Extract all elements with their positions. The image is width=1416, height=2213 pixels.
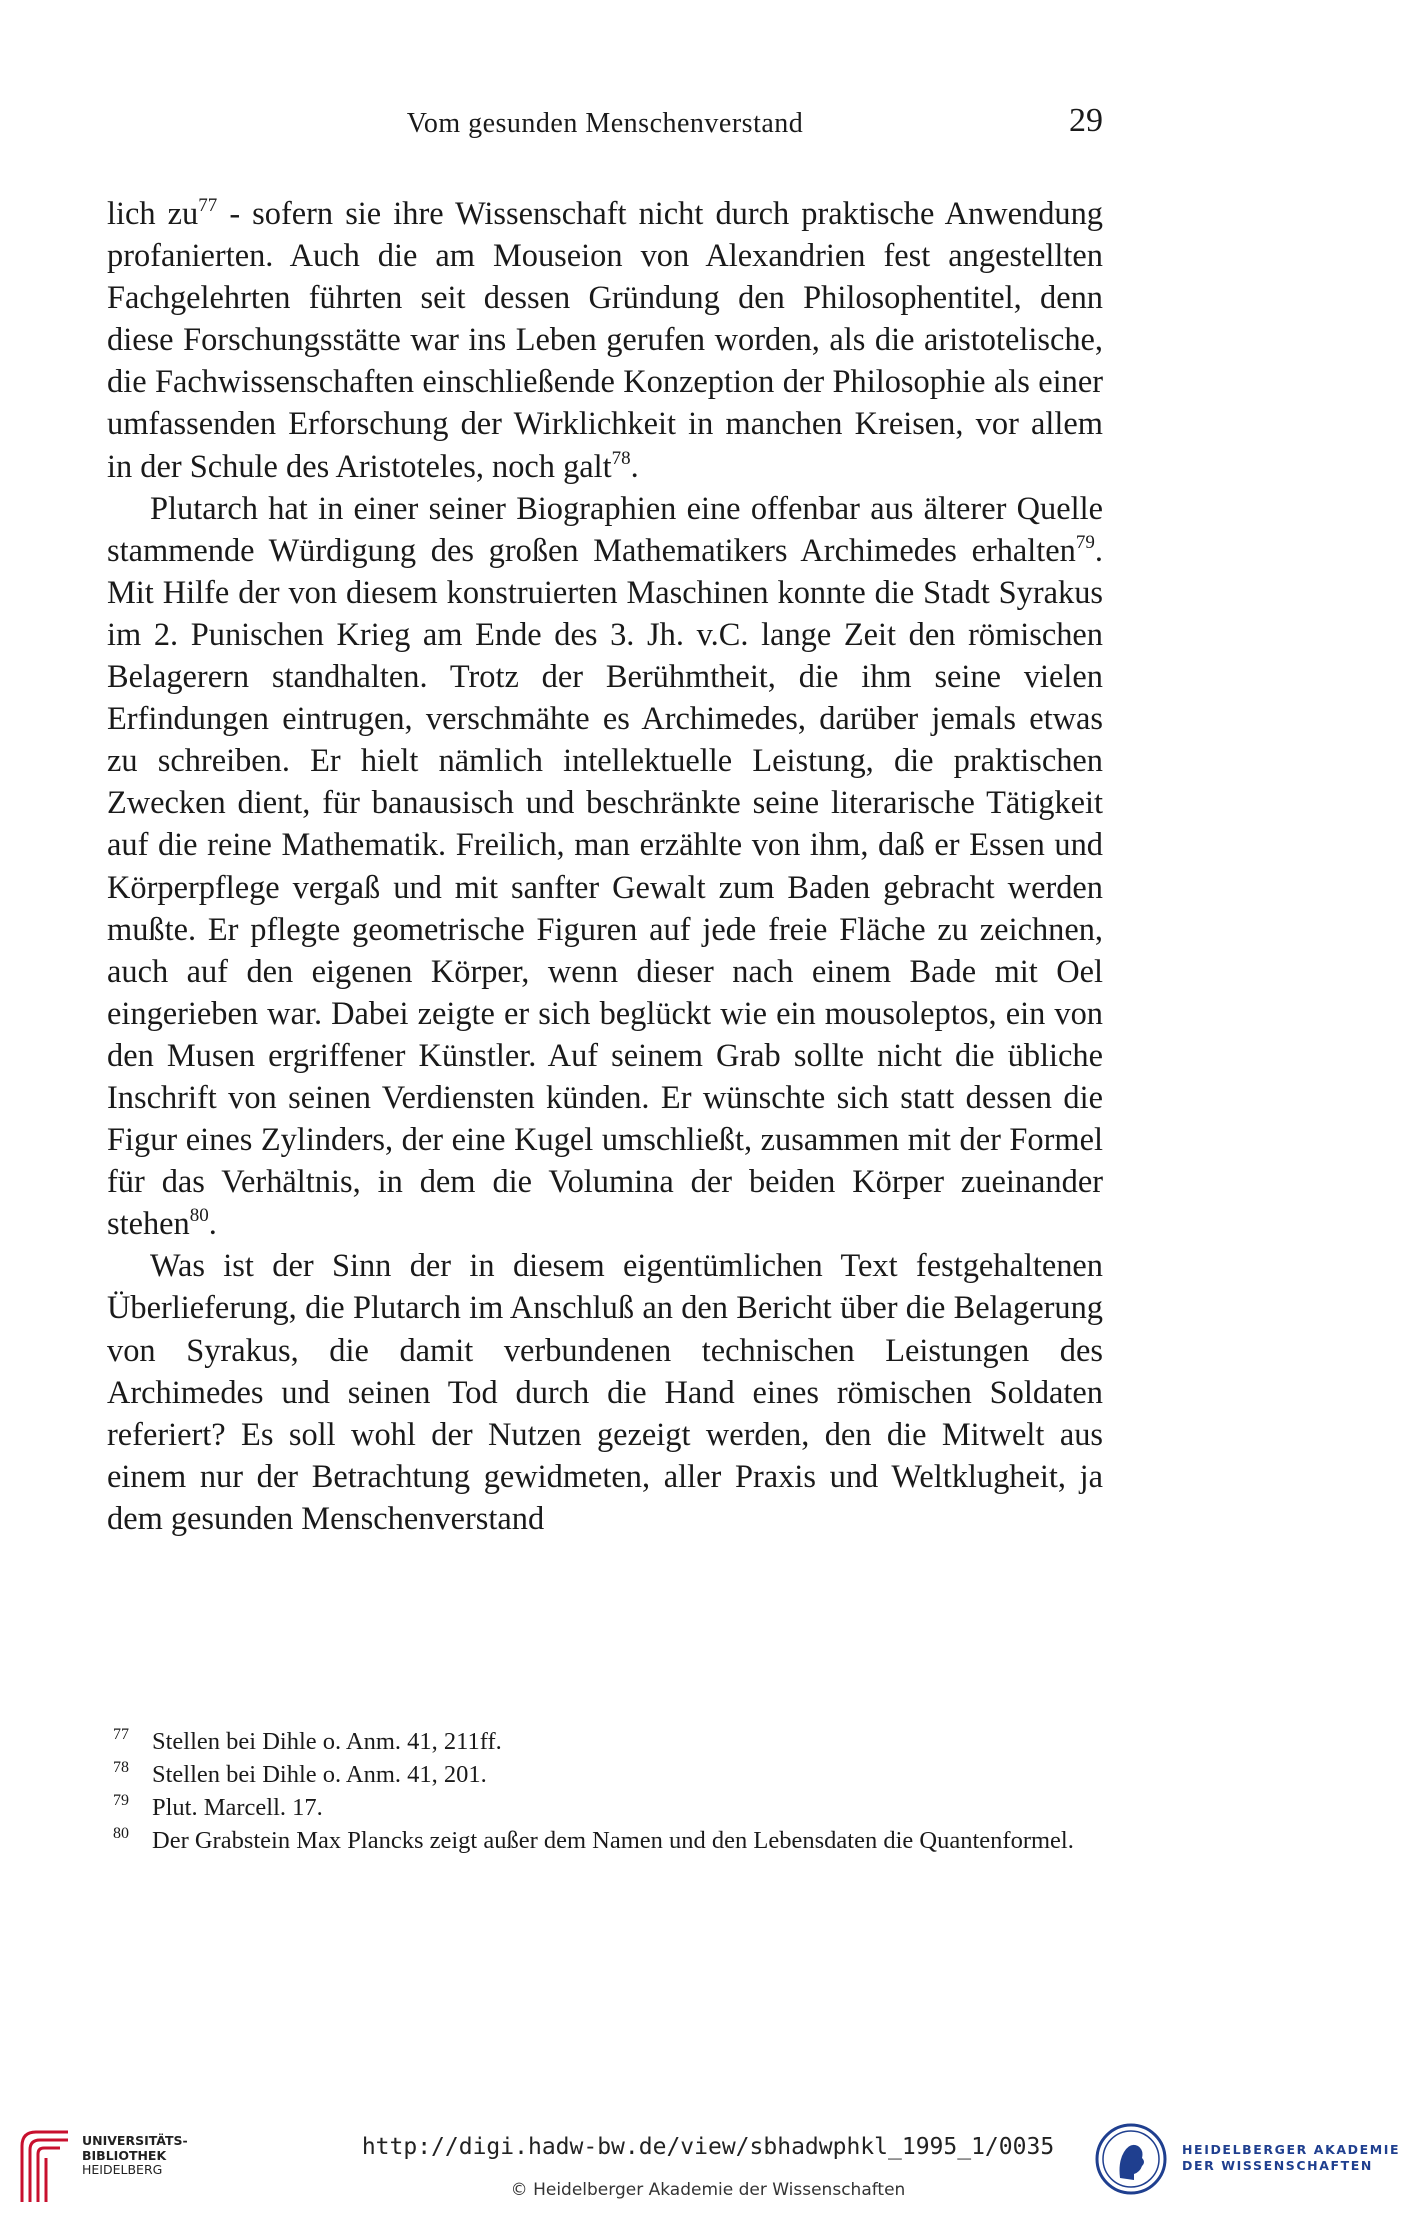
paragraph-3: Was ist der Sinn der in diesem eigentümlichen Text festgehaltenen Überlieferung, die Plutarch im Anschluß an den Bericht über die Belagerung von Syrakus, die damit verbundenen technischen Leistungen des Archimedes und seinen Tod durch die Hand eines römischen Soldaten referiert? Es soll wohl der Nutzen gezeigt werden, den die Mitwelt aus einem nur der Betrachtung gewidmeten, aller Praxis und Weltklugheit, ja dem gesunden Menschenverstand bbox=[107, 1248, 1103, 1537]
footnote-number: 78 bbox=[113, 1759, 129, 1776]
paragraph-1 bbox=[107, 193, 1103, 488]
copyright-notice: © Heidelberger Akademie der Wissenschaften bbox=[510, 2180, 906, 2200]
footnote-number: 77 bbox=[113, 1726, 129, 1743]
library-name-line-2: BIBLIOTHEK bbox=[82, 2147, 167, 2163]
footnote-ref-77[interactable]: 77 bbox=[198, 195, 218, 216]
source-url-link[interactable]: http://digi.hadw-bw.de/view/sbhadwphkl_1995_1/0035 bbox=[361, 2134, 1055, 2160]
paragraph-2-text-a: Plutarch hat in einer seiner Biographien eine offenbar aus älterer Quelle stammende Würdigung des großen Mathematikers Archimedes erhalten bbox=[107, 490, 1103, 569]
library-name-line-1: UNIVERSITÄTS- bbox=[82, 2133, 188, 2148]
footnote-80 bbox=[107, 1824, 1103, 1857]
footnote-ref-78[interactable]: 78 bbox=[611, 447, 631, 469]
footnote-79 bbox=[107, 1791, 1103, 1824]
footnote-ref-79[interactable]: 79 bbox=[1075, 531, 1095, 553]
paragraph-1-text-a: lich zu bbox=[107, 196, 199, 232]
footnote-text: Der Grabstein Max Plancks zeigt außer dem Namen und den Lebensdaten die Quantenformel. bbox=[152, 1827, 1074, 1854]
footnote-number: 79 bbox=[113, 1792, 129, 1809]
footnote-78 bbox=[107, 1758, 1103, 1791]
running-title: Vom gesunden Menschenverstand bbox=[406, 108, 804, 139]
footnote-ref-80[interactable]: 80 bbox=[189, 1205, 209, 1227]
footnotes bbox=[107, 1725, 1103, 1857]
footnote-number: 80 bbox=[113, 1825, 129, 1842]
paragraph-1-text-c: . bbox=[630, 448, 639, 485]
page-number: 29 bbox=[1069, 102, 1103, 139]
paragraph-2-text-b: . Mit Hilfe der von diesem konstruierten Maschinen konnte die Stadt Syrakus im 2. Punischen Krieg am Ende des 3. Jh. v.C. lange Zeit den römischen Belagerern standhalten. Trotz der Berühmtheit, die ihm seine vielen Erfindungen eintrugen, verschmähte es Archimedes, darüber jemals etwas zu schreiben. Er hielt nämlich intellektuelle Leistung, die praktischen Zwecken dient, für banausisch und beschränkte seine literarische Tätigkeit auf die reine Mathematik. Freilich, man erzählte von ihm, daß er Essen und Körperpflege vergaß und mit sanfter Gewalt zum Baden gebracht werden mußte. Er pflegte geometrische Figuren auf jede freie Fläche zu zeichnen, auch auf den eigenen Körper, wenn dieser nach einem Bade mit Oel eingerieben war. Dabei zeigte er sich beglückt wie ein mousoleptos, ein von den Musen ergriffener Künstler. Auf seinem Grab sollte nicht die übliche Inschrift von seinen Verdiensten künden. Er wünschte sich statt dessen die Figur eines Zylinders, der eine Kugel umschließt, zusammen mit der Formel für das Verhältnis, in dem die Volumina der beiden Körper zueinander stehen bbox=[107, 532, 1103, 1243]
paragraph-2 bbox=[107, 488, 1103, 1246]
footnote-text: Stellen bei Dihle o. Anm. 41, 211ff. bbox=[152, 1728, 502, 1755]
page-header bbox=[107, 102, 1103, 144]
academy-seal-icon bbox=[1094, 2122, 1168, 2196]
footnote-77 bbox=[107, 1725, 1103, 1758]
academy-name bbox=[1182, 2142, 1400, 2174]
body-text bbox=[107, 193, 1103, 1540]
footnote-text: Stellen bei Dihle o. Anm. 41, 201. bbox=[152, 1761, 487, 1788]
academy-name-line-2: DER WISSENSCHAFTEN bbox=[1182, 2158, 1373, 2173]
library-name-line-3: HEIDELBERG bbox=[82, 2162, 163, 2177]
academy-name-line-1: HEIDELBERGER AKADEMIE bbox=[1182, 2142, 1401, 2157]
paragraph-1-text-b: - sofern sie ihre Wissenschaft nicht durch praktische Anwendung profanierten. Auch die am Mouseion von Alexandrien fest angestellten Fachgelehrten führten seit dessen Gründung den Philosophentitel, denn diese Forschungsstätte war ins Leben gerufen worden, als die aristotelische, die Fachwissenschaften einschließende Konzeption der Philosophie als einer umfassenden Erforschung der Wirklichkeit in manchen Kreisen, vor allem in der Schule des Aristoteles, noch galt bbox=[107, 196, 1104, 485]
footnote-text: Plut. Marcell. 17. bbox=[152, 1794, 323, 1821]
paragraph-2-text-c: . bbox=[208, 1206, 217, 1243]
digitization-footer bbox=[0, 2110, 1416, 2213]
